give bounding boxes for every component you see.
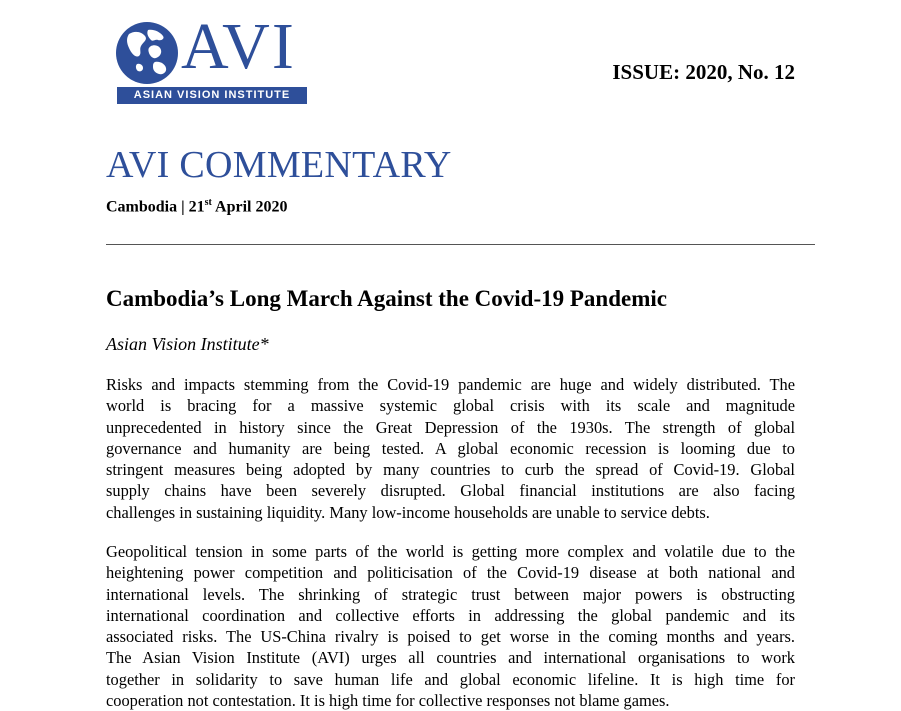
issue-number: ISSUE: 2020, No. 12 [612, 60, 795, 84]
article-title: Cambodia’s Long March Against the Covid-19 Pandemic [106, 286, 667, 311]
paragraph-line: Geopolitical tension in some parts of the world is getting more complex and volatile due to the [106, 542, 795, 561]
article-author: Asian Vision Institute* [106, 334, 269, 354]
paragraph [106, 374, 795, 523]
paragraph-line: stringent measures being adopted by many countries to curb the spread of Covid-19. Global [106, 460, 795, 480]
paragraph-line: heightening power competition and politicisation of the Covid-19 disease at both national and [106, 563, 795, 583]
logo-wordmark: AVI [181, 10, 296, 83]
dateline [106, 197, 287, 216]
dateline-date: April 2020 [211, 198, 288, 216]
logo-tagline: ASIAN VISION INSTITUTE [117, 87, 307, 104]
paragraph-line: cooperation not contestation. It is high time for collective responses not blame games. [106, 691, 670, 711]
paragraph-line: international coordination and collective efforts in addressing the global pandemic and its [106, 605, 795, 625]
avi-logo [115, 10, 307, 106]
paragraph-line: world is bracing for a massive systemic global crisis with its scale and magnitude [106, 396, 795, 416]
paragraph-line: associated risks. The US-China rivalry is poised to get worse in the coming months and years. [106, 627, 795, 647]
paragraph-line: governance and humanity are being tested. A global economic recession is looming due to [106, 438, 795, 458]
dateline-place: Cambodia | 21 [106, 198, 205, 216]
paragraph-line: challenges in sustaining liquidity. Many low-income households are unable to service debts. [106, 502, 710, 522]
dateline-suffix: st [204, 197, 212, 208]
paragraph-line: supply chains have been severely disrupted. Global financial institutions are also facing [106, 481, 795, 501]
paragraph-line: together in solidarity to save human life and global economic lifeline. It is high time for [106, 669, 795, 689]
globe-icon [115, 20, 179, 86]
paragraph-line: Risks and impacts stemming from the Covid-19 pandemic are huge and widely distributed. The [106, 375, 795, 394]
paragraph-line: international levels. The shrinking of strategic trust between major powers is obstructing [106, 584, 795, 604]
header-divider [106, 244, 815, 245]
series-title: AVI COMMENTARY [106, 144, 452, 186]
paragraph-line: The Asian Vision Institute (AVI) urges all countries and international organisations to work [106, 648, 795, 668]
paragraph-line: unprecedented in history since the Great Depression of the 1930s. The strength of global [106, 417, 795, 437]
paragraph [106, 541, 795, 711]
